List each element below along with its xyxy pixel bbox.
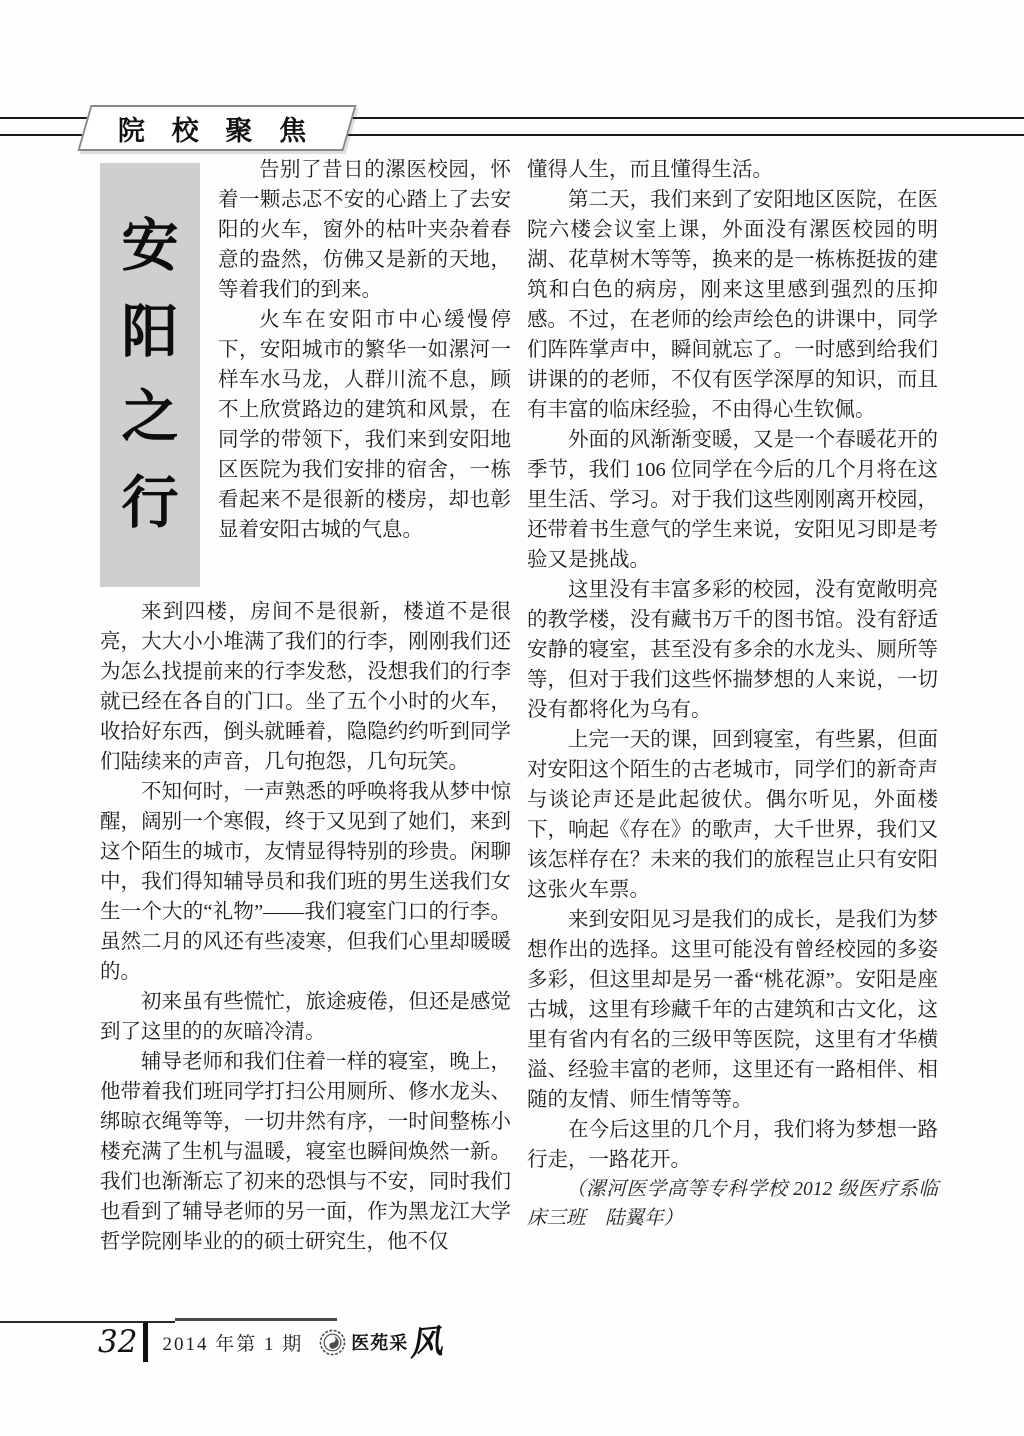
article-paragraph: 上完一天的课，回到寝室，有些累，但面对安阳这个陌生的古老城市，同学们的新奇声与谈论声还是此起彼伏。偶尔听见，外面楼下，响起《存在》的歌声，大千世界，我们又该怎样存在？未来的我们的旅程岂止只有安阳这张火车票。 (527, 729, 938, 901)
title-char: 阳 (121, 298, 179, 365)
page-number: 32 (98, 1324, 138, 1360)
page-number-divider (143, 1322, 148, 1362)
article-column-right (527, 155, 938, 1257)
article-attribution: （漯河医学高等专科学校 2012 级医疗系临床三班 陆翼年） (527, 1179, 938, 1229)
article-column-left (100, 155, 511, 1257)
title-char: 之 (121, 384, 179, 451)
article-paragraph: 来到安阳见习是我们的成长，是我们为梦想作出的选择。这里可能没有曾经校园的多姿多彩，但这里却是另一番“桃花源”。安阳是座古城，这里有珍藏千年的古建筑和古文化，这里有省内有名的三级甲等医院，这里有才华横溢、经验丰富的老师，这里还有一路相伴、相随的友情、师生情等等。 (527, 909, 938, 1111)
journal-logo (319, 1320, 445, 1364)
article-paragraph: 不知何时，一声熟悉的呼唤将我从梦中惊醒，阔别一个寒假，终于又见到了她们，来到这个陌生的城市，友情显得特别的珍贵。闲聊中，我们得知辅导员和我们班的男生送我们女生一个大的“礼物”——我们寝室门口的行李。虽然二月的风还有些凌寒，但我们心里却暖暖的。 (100, 781, 511, 983)
journal-name-script: 风 (407, 1320, 445, 1364)
footer (98, 1320, 445, 1364)
article-paragraph: 来到四楼，房间不是很新，楼道不是很亮，大大小小堆满了我们的行李，刚刚我们还为怎么找提前来的行李发愁，没想我们的行李就已经在各自的门口。坐了五个小时的火车，收拾好东西，倒头就睡着，隐隐约约听到同学们陆续来的声音，几句抱怨，几句玩笑。 (100, 601, 511, 773)
article-paragraph: 懂得人生，而且懂得生活。 (527, 159, 773, 181)
article-paragraph: 第二天，我们来到了安阳地区医院，在医院六楼会议室上课，外面没有漯医校园的明湖、花草树木等等，换来的是一栋栋挺拔的建筑和白色的病房，刚来这里感到强烈的压抑感。不过，在老师的绘声绘色的讲课中，同学们阵阵掌声中，瞬间就忘了。一时感到给我们讲课的的老师，不仅有医学深厚的知识，而且有丰富的临床经验，不由得心生钦佩。 (527, 189, 938, 421)
article-paragraph: 在今后这里的几个月，我们将为梦想一路行走，一路花开。 (527, 1119, 938, 1171)
issue-label: 2014 年第 1 期 (162, 1333, 304, 1355)
title-char: 行 (121, 470, 179, 537)
article-paragraph: 辅导老师和我们住着一样的寝室，晚上，他带着我们班同学打扫公用厕所、修水龙头、绑晾衣绳等等，一切井然有序，一时间整栋小楼充满了生机与温暖，寝室也瞬间焕然一新。我们也渐渐忘了初来的恐惧与不安，同时我们也看到了辅导老师的另一面，作为黑龙江大学哲学院刚毕业的的硕士研究生，他不仅 (100, 1051, 511, 1253)
article-title-vertical (100, 163, 200, 587)
article-body (100, 155, 938, 1257)
article-paragraph: 外面的风渐渐变暖，又是一个春暖花开的季节，我们 106 位同学在今后的几个月将在这里生活、学习。对于我们这些刚刚离开校园，还带着书生意气的学生来说，安阳见习即是考验又是挑战。 (527, 429, 938, 571)
journal-name-bold: 医苑采 (351, 1333, 409, 1354)
title-char: 安 (121, 212, 179, 279)
article-paragraph: 火车在安阳市中心缓慢停下，安阳城市的繁华一如漯河一样车水马龙，人群川流不息，顾不上欣赏路边的建筑和风景，在同学的带领下，我们来到安阳地区医院为我们安排的宿舍，一栋看起来不是很新的楼房，却也彰显着安阳古城的气息。 (218, 309, 511, 541)
section-banner (77, 105, 356, 151)
article-paragraph: 告别了昔日的漯医校园，怀着一颗忐忑不安的心踏上了去安阳的火车，窗外的枯叶夹杂着春意的盎然，仿佛又是新的天地，等着我们的到来。 (218, 159, 511, 301)
journal-emblem-icon (319, 1329, 346, 1356)
article-paragraph: 初来虽有些慌忙，旅途疲倦，但还是感觉到了这里的的灰暗冷清。 (100, 991, 511, 1043)
section-banner-label: 院 校 聚 焦 (117, 115, 317, 146)
article-paragraph: 这里没有丰富多彩的校园，没有宽敞明亮的教学楼，没有藏书万千的图书馆。没有舒适安静的寝室，甚至没有多余的水龙头、厕所等等，但对于我们这些怀揣梦想的人来说，一切没有都将化为乌有。 (527, 579, 938, 721)
